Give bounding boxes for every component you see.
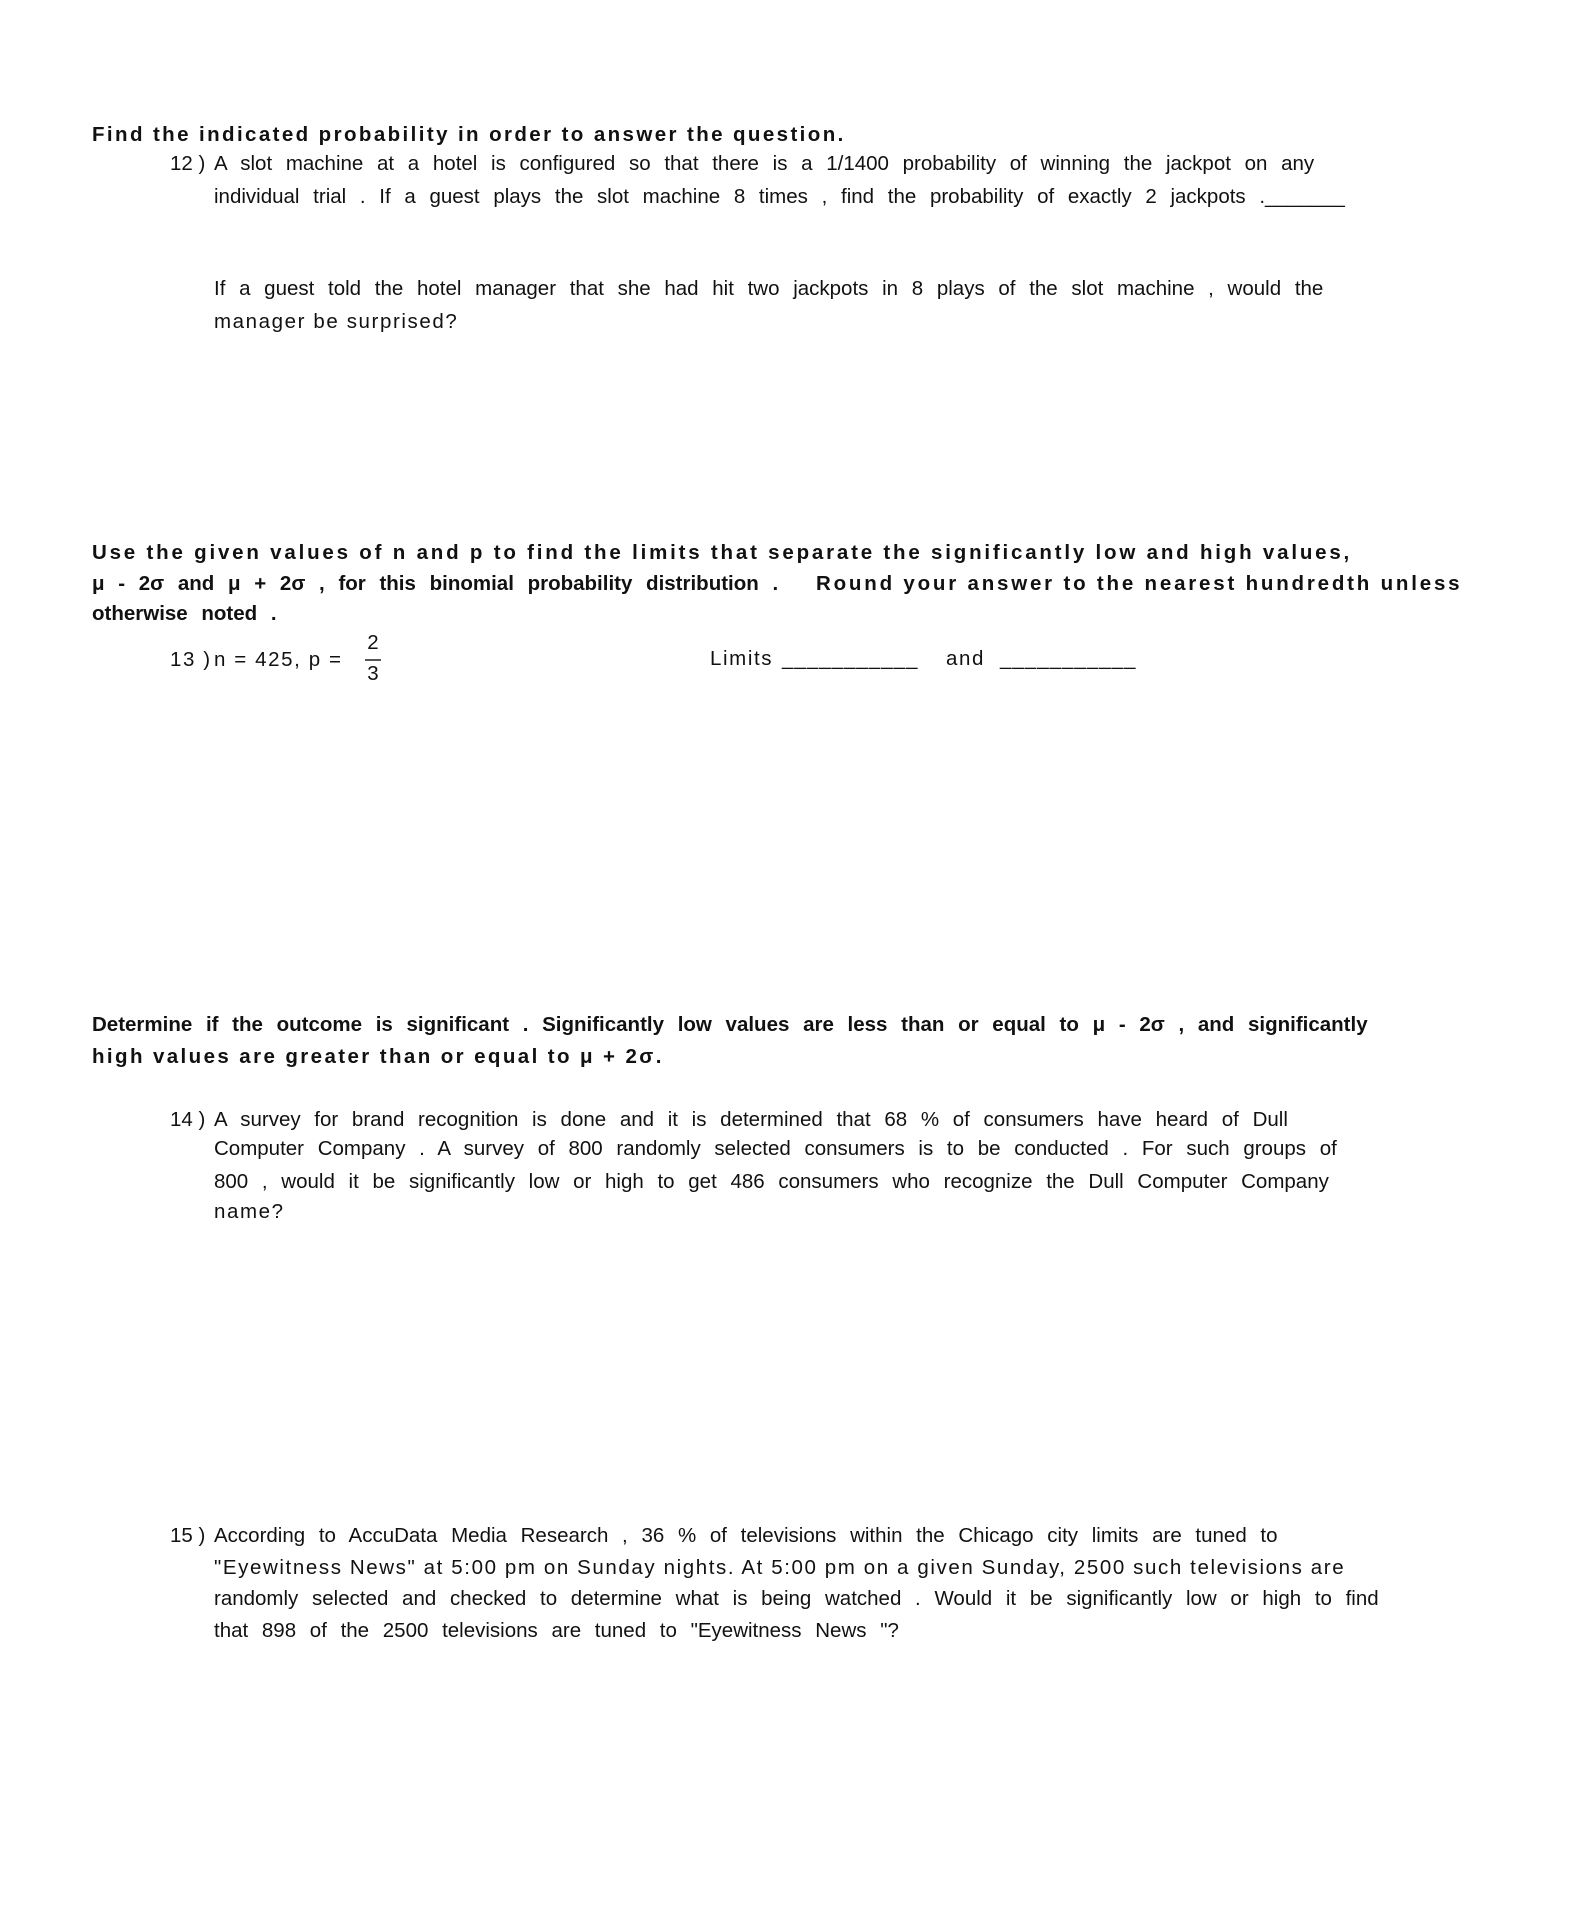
limits-blank-1[interactable]: ___________ (782, 647, 919, 670)
fraction-bar (365, 659, 381, 661)
question-12-number: 12 ) (170, 152, 206, 175)
question-14-line-4: name? (214, 1200, 285, 1223)
question-15-line-3: randomly selected and checked to determine what is being watched . Would it be significantly low or high to find (214, 1587, 1379, 1610)
question-13-given: n = 425, p = (214, 648, 343, 671)
question-12-line-1: A slot machine at a hotel is configured so that there is a 1/1400 probability of winning the jackpot on any (214, 152, 1315, 175)
question-15-number: 15 ) (170, 1524, 206, 1547)
question-14-line-3: 800 , would it be significantly low or high to get 486 consumers who recognize the Dull Computer Company (214, 1170, 1329, 1193)
fraction-denominator: 3 (367, 662, 379, 685)
section-3-heading-line-1: Determine if the outcome is significant . Significantly low values are less than or equal to μ - 2σ , and significantly (92, 1013, 1368, 1036)
limits-label: Limits (710, 647, 774, 670)
question-15-line-1: According to AccuData Media Research , 36 % of televisions within the Chicago city limits are tuned to (214, 1524, 1278, 1547)
section-3-heading-line-2: high values are greater than or equal to μ + 2σ. (92, 1045, 664, 1068)
section-2-heading-line-2-part-1: μ - 2σ and μ + 2σ , for this binomial probability distribution . (92, 572, 779, 595)
question-12-line-4: manager be surprised? (214, 310, 459, 333)
fraction-numerator: 2 (367, 631, 379, 654)
question-15-line-2: "Eyewitness News" at 5:00 pm on Sunday nights. At 5:00 pm on a given Sunday, 2500 such televisions are (214, 1556, 1346, 1579)
question-14-line-2: Computer Company . A survey of 800 randomly selected consumers is to be conducted . For such groups of (214, 1137, 1337, 1160)
question-13-number: 13 ) (170, 648, 212, 671)
question-12-line-2: individual trial . If a guest plays the slot machine 8 times , find the probability of exactly 2 jackpots ._______ (214, 185, 1345, 208)
and-label: and (946, 647, 986, 670)
section-2-heading-line-2-part-2: Round your answer to the nearest hundredth unless (816, 572, 1463, 595)
question-14-number: 14 ) (170, 1108, 206, 1131)
section-1-heading: Find the indicated probability in order to answer the question. (92, 123, 846, 146)
section-2-heading-line-3: otherwise noted . (92, 602, 277, 625)
question-14-line-1: A survey for brand recognition is done and it is determined that 68 % of consumers have heard of Dull (214, 1108, 1288, 1131)
question-12-line-3: If a guest told the hotel manager that she had hit two jackpots in 8 plays of the slot machine , would the (214, 277, 1324, 300)
limits-blank-2[interactable]: ___________ (1000, 647, 1137, 670)
section-2-heading-line-1: Use the given values of n and p to find the limits that separate the significantly low and high values, (92, 541, 1353, 564)
question-15-line-4: that 898 of the 2500 televisions are tuned to "Eyewitness News "? (214, 1619, 899, 1642)
probability-fraction (361, 632, 385, 688)
